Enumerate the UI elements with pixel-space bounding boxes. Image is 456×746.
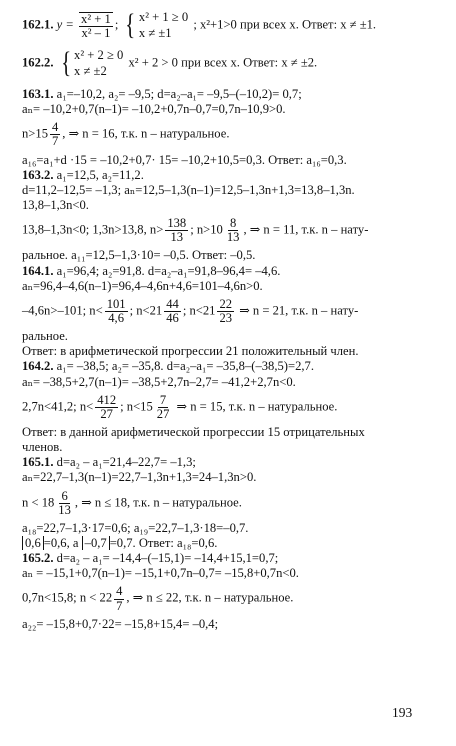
- text-line: a₁=12,5, a₂=11,2.: [56, 167, 144, 182]
- fraction: [225, 217, 242, 244]
- text-line: Ответ: в арифметической прогрессии 21 положительный член.: [22, 344, 359, 359]
- text-span: n < 18: [22, 495, 55, 510]
- problem-164-2: [22, 359, 442, 374]
- text-line: ральное.: [22, 329, 68, 344]
- fraction: [95, 394, 118, 421]
- problem-number: 162.2.: [22, 56, 54, 71]
- fraction-denominator: 27: [156, 406, 170, 421]
- text-span: ; n>10: [190, 222, 223, 237]
- text-line: aₙ=22,7–1,3(n–1)=22,7–1,3n+1,3=24–1,3n>0.: [22, 470, 257, 485]
- fraction-numerator: x² + 1: [81, 11, 111, 26]
- y-equals: y =: [56, 17, 74, 32]
- system-row: x ≠ ±1: [138, 25, 172, 40]
- fraction-numerator: 7: [159, 392, 167, 407]
- page-number: 193: [392, 705, 413, 720]
- text-line: a₁₆=a₁+d ·15 = –10,2+0,7· 15= –10,2+10,5=0,3. Ответ: a₁₆=0,3.: [22, 152, 347, 167]
- problem-number: 162.1.: [22, 17, 54, 32]
- text-line: a₂₂= –15,8+0,7·22= –15,8+15,4= –0,4;: [22, 616, 219, 631]
- fraction-denominator: 27: [100, 406, 113, 421]
- text-line: [22, 298, 442, 325]
- fraction: [164, 298, 181, 325]
- fraction-numerator: 44: [166, 296, 179, 311]
- text-line: aₙ= –10,2+0,7(n–1)= –10,2+0,7n–0,7=0,7n–10,9>0.: [22, 102, 286, 117]
- fraction-numerator: 4: [116, 584, 123, 599]
- problem-162-1: 162.1. y = $\frac{\text{x² + 1}}{\text{x² – 1}}$ ; { x² + 1 ≥ 0 x ≠ ±1 ; x²+1>0 при всех x. Ответ: x ≠ ±1.: [22, 8, 377, 41]
- text-line: ральное. a₁₁=12,5–1,3·10= –0,5. Ответ: –0,5.: [22, 248, 256, 263]
- system-row: x² + 2 ≥ 0: [74, 48, 124, 63]
- text-line: aₙ = –15,1+0,7(n–1)= –15,1+0,7n–0,7= –15,8+0,7n<0.: [22, 566, 299, 581]
- text-span: , ⇒ n ≤ 22, т.к. n – натуральное.: [126, 591, 294, 606]
- text-line: aₙ=96,4–4,6(n–1)=96,4–4,6n+4,6=101–4,6n>0.: [22, 278, 263, 293]
- fraction-denominator: 13: [226, 230, 240, 245]
- text-line: d=a₂ – a₁= –14,4–(–15,1)= –14,4+15,1=0,7;: [56, 551, 279, 566]
- fraction-numerator: 101: [106, 296, 126, 311]
- fraction-numerator: 412: [97, 392, 117, 407]
- text-span: 2,7n<41,2; n<: [22, 399, 94, 414]
- fraction: [217, 298, 234, 325]
- problem-number: 165.1.: [22, 455, 54, 470]
- text-line: [22, 536, 442, 551]
- text-line: aₙ= –38,5+2,7(n–1)= –38,5+2,7n–2,7= –41,2+2,7n<0.: [22, 374, 296, 389]
- text-line: a₁=–10,2, a₂= –9,5; d=a₂–a₁= –9,5–(–10,2)= 0,7;: [56, 86, 302, 101]
- text-line: [22, 121, 442, 148]
- problem-number: 163.1.: [22, 86, 54, 101]
- text-span: , ⇒ n = 16, т.к. n – натуральное.: [62, 126, 230, 141]
- text-line: членов.: [22, 440, 63, 455]
- text-span: ⇒ n = 21, т.к. n – нату-: [236, 303, 359, 318]
- fraction-numerator: 138: [167, 216, 187, 231]
- fraction: [155, 394, 172, 421]
- text-line: a₁₈=22,7–1,3·17=0,6; a₁₉=22,7–1,3·18=–0,7.: [22, 520, 249, 535]
- text-span: =0,7. Ответ: a₁₈=0,6.: [109, 536, 218, 551]
- text-line: a₁= –38,5; a₂= –35,8. d=a₂–a₁= –35,8–(–38,5)=2,7.: [56, 359, 314, 374]
- text-span: ; n<21: [129, 303, 163, 318]
- problem-163-1: [22, 87, 442, 102]
- text-span: , ⇒ n ≤ 18, т.к. n – натуральное.: [74, 495, 242, 510]
- fraction-denominator: 4,6: [108, 311, 124, 326]
- fraction: [50, 121, 60, 148]
- system-row: x² + 1 ≥ 0: [138, 10, 189, 24]
- solutions-page: [22, 10, 442, 632]
- text-span: –4,6n>–101; n<: [22, 303, 103, 318]
- brace-icon: {: [60, 46, 71, 80]
- fraction: [165, 217, 188, 244]
- text-line: a₁=96,4; a₂=91,8. d=a₂–a₁=91,8–96,4= –4,6.: [56, 263, 281, 278]
- system-row: x ≠ ±2: [74, 64, 107, 79]
- absolute-value: –0,7: [82, 536, 110, 550]
- inequality: n>15: [22, 126, 48, 141]
- text-span: 13,8–1,3n<0; 1,3n>13,8, n>: [22, 222, 164, 237]
- text-line: [22, 585, 442, 612]
- problem-number: 164.1.: [22, 263, 54, 278]
- fraction-denominator: 23: [219, 311, 233, 326]
- fraction-denominator: 46: [166, 311, 179, 326]
- problem-163-2: [22, 168, 442, 183]
- fraction-numerator: 6: [61, 488, 68, 503]
- text-span: ⇒ n = 15, т.к. n – натуральное.: [173, 399, 338, 414]
- brace-icon: {: [125, 8, 136, 41]
- text-span: ; n<15: [120, 399, 153, 414]
- fraction-numerator: 22: [219, 296, 233, 311]
- problem-number: 163.2.: [22, 167, 54, 182]
- text-span: ; n<21: [182, 303, 216, 318]
- fraction-numerator: 4: [52, 120, 59, 135]
- problem-162-2: [22, 48, 442, 79]
- problem-number: 165.2.: [22, 551, 54, 566]
- text-line: Ответ: в данной арифметической прогрессии 15 отрицательных: [22, 425, 365, 440]
- text-line: [22, 394, 442, 421]
- fraction-denominator: 7: [52, 134, 59, 149]
- text-line: 13,8–1,3n<0.: [22, 197, 89, 212]
- absolute-value: 0,6: [22, 536, 44, 550]
- fraction: [79, 12, 113, 40]
- text-line: d=11,2–12,5= –1,3; aₙ=12,5–1,3(n–1)=12,5–1,3n+1,3=13,8–1,3n.: [22, 182, 355, 197]
- problem-164-1: [22, 264, 442, 279]
- problem-165-2: [22, 551, 442, 566]
- fraction-denominator: 7: [116, 598, 123, 613]
- problem-165-1: [22, 455, 442, 470]
- text-line: ; x²+1>0 при всех x. Ответ: x ≠ ±1.: [193, 17, 377, 32]
- fraction: [105, 298, 128, 325]
- fraction-denominator: 13: [58, 502, 71, 517]
- system-of-conditions: [123, 10, 188, 41]
- fraction-denominator: x² – 1: [81, 25, 111, 40]
- fraction-denominator: 13: [170, 230, 184, 245]
- text-span: 0,7n<15,8; n < 22: [22, 591, 113, 606]
- problem-number: 164.2.: [22, 359, 54, 374]
- text-line: [22, 490, 442, 517]
- text-line: x² + 2 > 0 при всех x. Ответ: x ≠ ±2.: [128, 56, 318, 71]
- fraction: [56, 490, 73, 517]
- fraction: [114, 585, 124, 612]
- system-of-conditions: [59, 48, 124, 79]
- text-line: d=a₂ – a₁=21,4–22,7= –1,3;: [56, 455, 196, 470]
- text-span: =0,6, а: [43, 536, 79, 551]
- text-line: [22, 217, 442, 244]
- text-span: , ⇒ n = 11, т.к. n – нату-: [243, 222, 369, 237]
- fraction-numerator: 8: [229, 216, 237, 231]
